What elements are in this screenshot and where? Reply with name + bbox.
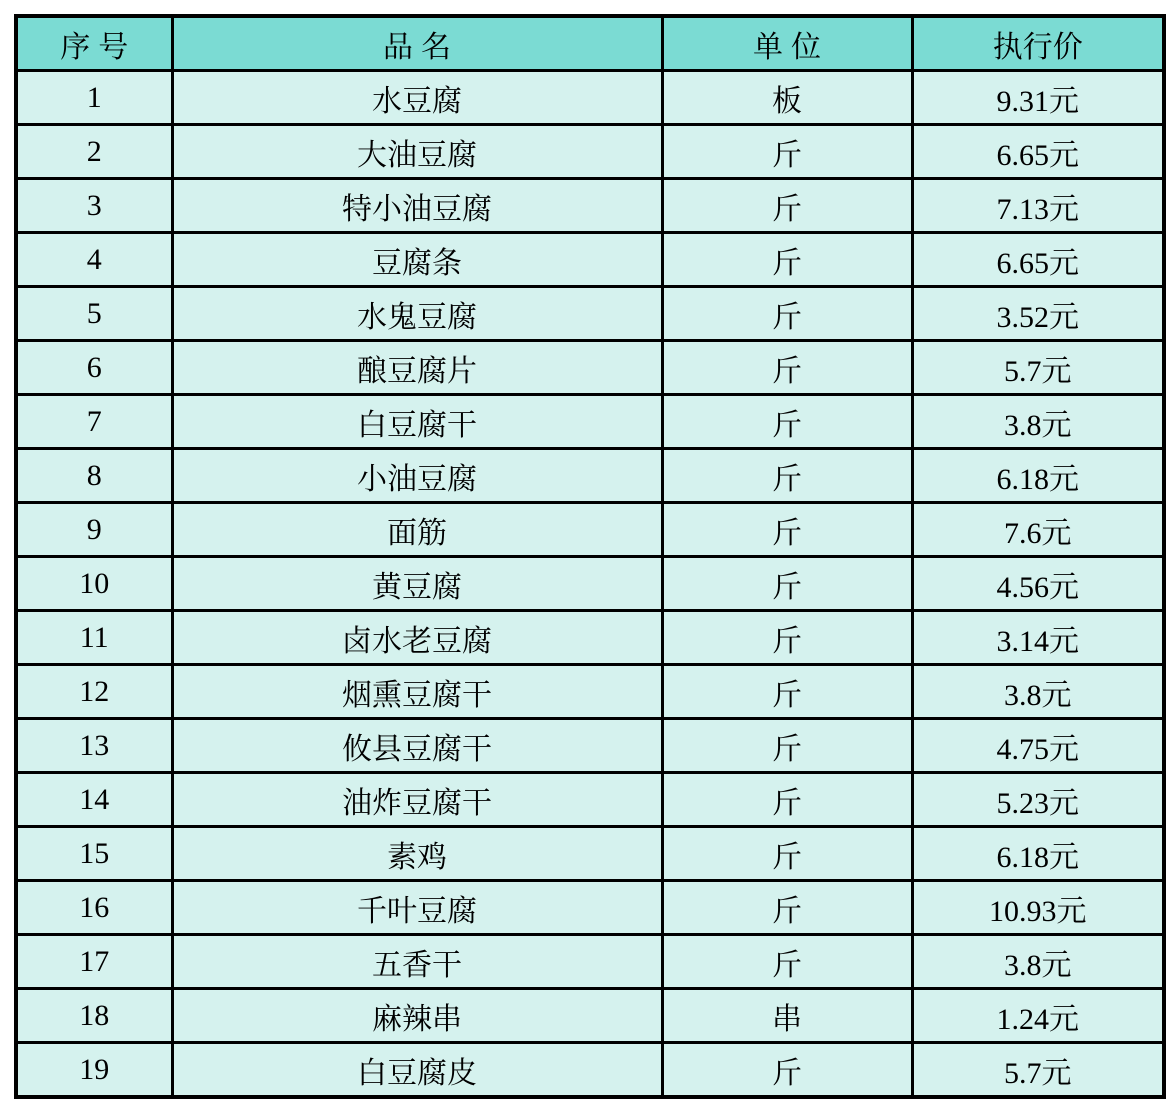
cell-no: 5 [16,287,172,341]
cell-unit: 串 [662,989,912,1043]
cell-price: 1.24元 [912,989,1164,1043]
cell-no: 6 [16,341,172,395]
cell-unit: 斤 [662,557,912,611]
cell-no: 17 [16,935,172,989]
cell-unit: 斤 [662,827,912,881]
cell-price: 9.31元 [912,71,1164,125]
table-row [16,71,1164,125]
cell-price: 6.18元 [912,449,1164,503]
header-cell-name: 品名 [172,16,662,71]
table-header [16,16,1164,71]
cell-unit: 斤 [662,935,912,989]
price-table-container [14,14,1166,1099]
cell-unit: 斤 [662,233,912,287]
cell-no: 12 [16,665,172,719]
cell-unit: 斤 [662,395,912,449]
table-body [16,71,1164,1098]
table-row [16,827,1164,881]
cell-unit: 斤 [662,773,912,827]
cell-no: 9 [16,503,172,557]
cell-name: 素鸡 [172,827,662,881]
cell-unit: 斤 [662,341,912,395]
cell-no: 11 [16,611,172,665]
cell-name: 小油豆腐 [172,449,662,503]
table-row [16,341,1164,395]
cell-no: 1 [16,71,172,125]
cell-name: 麻辣串 [172,989,662,1043]
table-row [16,233,1164,287]
cell-name: 五香干 [172,935,662,989]
cell-price: 4.75元 [912,719,1164,773]
cell-unit: 斤 [662,125,912,179]
cell-name: 烟熏豆腐干 [172,665,662,719]
cell-no: 14 [16,773,172,827]
cell-no: 15 [16,827,172,881]
cell-name: 豆腐条 [172,233,662,287]
cell-no: 19 [16,1043,172,1098]
table-row [16,665,1164,719]
cell-name: 特小油豆腐 [172,179,662,233]
cell-price: 5.7元 [912,1043,1164,1098]
cell-no: 18 [16,989,172,1043]
price-table [14,14,1166,1099]
cell-unit: 斤 [662,665,912,719]
cell-unit: 斤 [662,719,912,773]
cell-name: 卤水老豆腐 [172,611,662,665]
cell-price: 3.8元 [912,935,1164,989]
table-row [16,395,1164,449]
table-row [16,449,1164,503]
cell-price: 3.52元 [912,287,1164,341]
cell-unit: 斤 [662,503,912,557]
table-row [16,1043,1164,1098]
header-row [16,16,1164,71]
cell-price: 6.65元 [912,125,1164,179]
cell-price: 10.93元 [912,881,1164,935]
table-row [16,611,1164,665]
cell-name: 酿豆腐片 [172,341,662,395]
table-row [16,773,1164,827]
cell-price: 5.23元 [912,773,1164,827]
cell-no: 10 [16,557,172,611]
cell-no: 3 [16,179,172,233]
header-cell-no: 序号 [16,16,172,71]
cell-name: 面筋 [172,503,662,557]
cell-price: 6.65元 [912,233,1164,287]
cell-unit: 板 [662,71,912,125]
cell-name: 白豆腐干 [172,395,662,449]
cell-price: 4.56元 [912,557,1164,611]
cell-no: 16 [16,881,172,935]
table-row [16,557,1164,611]
table-row [16,125,1164,179]
cell-price: 3.8元 [912,665,1164,719]
table-row [16,287,1164,341]
cell-unit: 斤 [662,1043,912,1098]
cell-no: 8 [16,449,172,503]
table-row [16,881,1164,935]
cell-name: 白豆腐皮 [172,1043,662,1098]
cell-price: 3.14元 [912,611,1164,665]
cell-price: 7.6元 [912,503,1164,557]
table-row [16,179,1164,233]
cell-name: 油炸豆腐干 [172,773,662,827]
header-cell-unit: 单位 [662,16,912,71]
table-row [16,989,1164,1043]
cell-name: 黄豆腐 [172,557,662,611]
cell-unit: 斤 [662,449,912,503]
cell-no: 2 [16,125,172,179]
table-row [16,935,1164,989]
cell-price: 5.7元 [912,341,1164,395]
cell-no: 4 [16,233,172,287]
cell-unit: 斤 [662,881,912,935]
cell-name: 水鬼豆腐 [172,287,662,341]
header-cell-price: 执行价 [912,16,1164,71]
cell-unit: 斤 [662,179,912,233]
cell-unit: 斤 [662,287,912,341]
cell-name: 攸县豆腐干 [172,719,662,773]
cell-name: 水豆腐 [172,71,662,125]
table-row [16,503,1164,557]
cell-name: 千叶豆腐 [172,881,662,935]
cell-no: 7 [16,395,172,449]
cell-unit: 斤 [662,611,912,665]
cell-no: 13 [16,719,172,773]
cell-price: 7.13元 [912,179,1164,233]
cell-price: 6.18元 [912,827,1164,881]
cell-price: 3.8元 [912,395,1164,449]
table-row [16,719,1164,773]
cell-name: 大油豆腐 [172,125,662,179]
